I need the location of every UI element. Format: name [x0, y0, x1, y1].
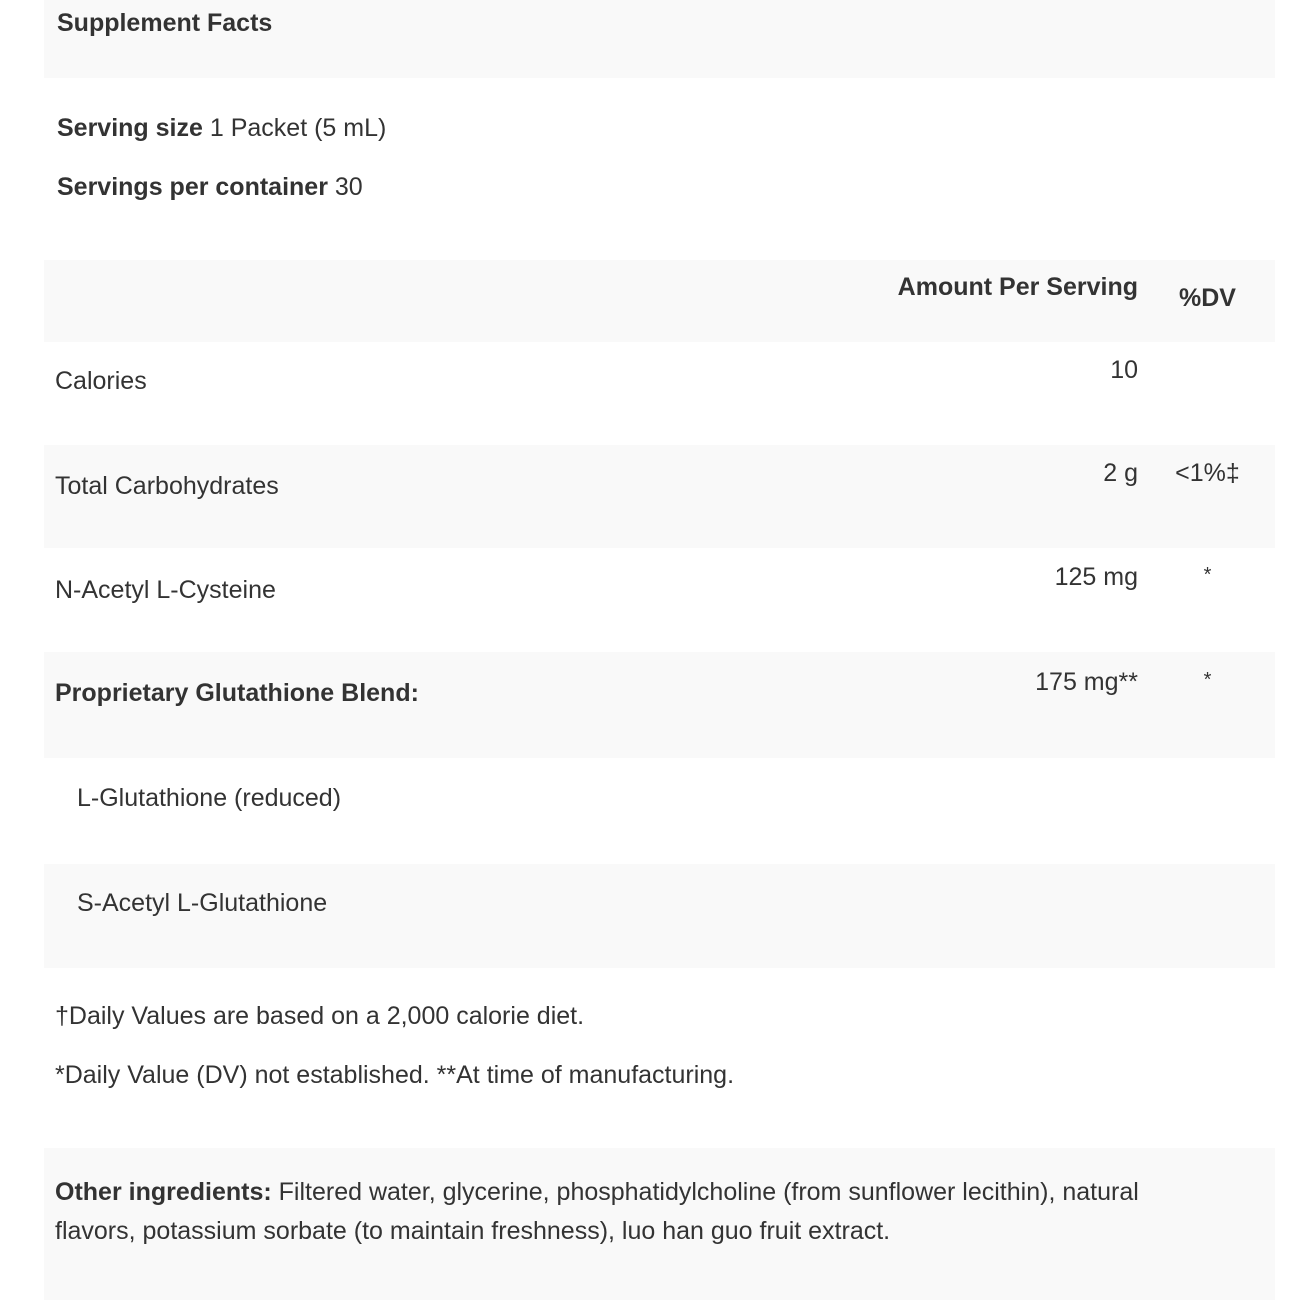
table-row — [44, 342, 1275, 445]
table-row — [44, 652, 1275, 758]
servings-per-container-value: 30 — [334, 173, 363, 201]
other-ingredients-label: Other ingredients: — [55, 1178, 272, 1206]
nutrient-name: Total Carbohydrates — [55, 472, 279, 500]
other-ingredients-line-1 — [55, 1177, 1139, 1207]
nutrient-dv: * — [1203, 564, 1212, 586]
table-row — [44, 864, 1275, 968]
blend-name: Proprietary Glutathione Blend: — [55, 679, 419, 707]
nutrient-dv: <1%‡ — [1175, 459, 1240, 487]
nutrient-dv: * — [1203, 669, 1212, 691]
nutrient-amount: 2 g — [1103, 459, 1138, 487]
amount-per-serving-header: Amount Per Serving — [897, 273, 1138, 301]
nutrient-amount: 175 mg** — [1035, 668, 1138, 696]
nutrient-name: Calories — [55, 367, 147, 395]
serving-size-value: 1 Packet (5 mL) — [209, 114, 387, 142]
title-band — [44, 0, 1275, 78]
nutrient-name: N-Acetyl L-Cysteine — [55, 576, 276, 604]
footnote-daily-values: †Daily Values are based on a 2,000 calorie diet. — [55, 1002, 585, 1030]
servings-per-container — [57, 172, 363, 202]
table-header — [44, 260, 1275, 342]
serving-size — [57, 113, 386, 143]
footnote-dv-not-established: *Daily Value (DV) not established. **At time of manufacturing. — [55, 1061, 735, 1089]
other-ingredients-text-1: Filtered water, glycerine, phosphatidylcholine (from sunflower lecithin), natural — [278, 1178, 1139, 1206]
nutrient-amount: 125 mg — [1054, 563, 1138, 591]
supplement-facts-title: Supplement Facts — [57, 9, 273, 37]
nutrient-name: L-Glutathione (reduced) — [77, 784, 342, 812]
other-ingredients-line-2: flavors, potassium sorbate (to maintain freshness), luo han guo fruit extract. — [55, 1217, 891, 1245]
servings-per-container-label: Servings per container — [57, 173, 328, 201]
table-row — [44, 758, 1275, 864]
other-ingredients — [44, 1148, 1275, 1300]
dv-header: %DV — [1179, 284, 1236, 312]
nutrient-amount: 10 — [1110, 356, 1138, 384]
nutrient-name: S-Acetyl L-Glutathione — [77, 889, 328, 917]
serving-size-label: Serving size — [57, 114, 203, 142]
table-row — [44, 445, 1275, 548]
table-row — [44, 548, 1275, 652]
